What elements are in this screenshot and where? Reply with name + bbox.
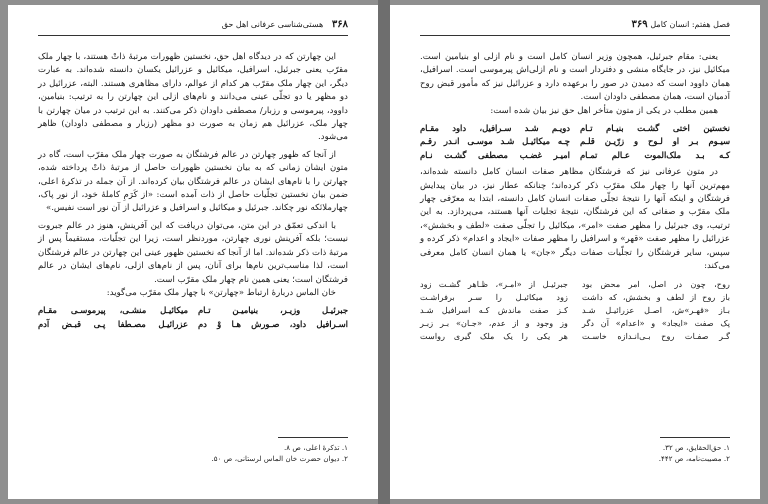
hemistich: دویـم شـد سـرافیل، داود مقـام [420,123,570,134]
verse-block [420,122,730,162]
verse-line [420,149,730,162]
hemistich: نخستین اختی گشـت بنیـام تـام [580,123,730,134]
hemistich: وز وجود و از عدم، «جـان» بـر زبـر [420,317,568,328]
left-running-title: هستی‌شناسی عرفانی اهل حق [221,20,324,29]
right-running-title: فصل هفتم: انسان کامل [650,20,730,29]
paragraph: یعنی: مقام جبرئیل، همچون وزیر انسان کامل است و نام ازلی او بنیامین است. میکائیل نیز، در جایگاه منشی و دفتردار است و نام ازلی‌اش پیرموسی است. اسرافیل، همان داوود است که دمیدن در صور را برعهده دارد و عزرائیل نیز که مأمور قبض روح آدمیان است، همان مصطفی داودان است. [420,52,730,103]
hemistich: کـه بـد ملک‌الموت عـالم تمـام [580,149,730,160]
right-page-number: ۳۶۹ [631,19,648,30]
footnote: ۲. مصیبت‌نامه، ص ۴۴۲. [658,454,730,463]
paragraph: همین مطلب در یکی از متون متأخر اهل حق نیز بیان شده است: [490,105,718,116]
verse-line [38,318,348,331]
right-page-header [420,19,730,36]
verse-column-left [420,278,568,343]
hemistich: جبرئیـل از «امـر»، ظـاهر گشـت زود [420,278,568,289]
left-page-header [38,19,348,36]
hemistich: چـه میکائیـل شـد موسـی انـدر رقـم [420,136,570,147]
verse-column-right [582,278,730,343]
footnote: ۲. دیوان حضرت خان الماس لرستانی، ص ۵۰. [211,454,348,463]
verse-line [420,135,730,148]
paragraph: این چهارتن که در دیدگاه اهل حق، نخستین ظهورات مرتبهٔ ذاتْ هستند، با چهار ملک مقرّب یعنی جبرئیل، اسرافیل، میکائیل و عزرائیل یکسان دانسته شده‌اند. به عبارت دیگر، این چهار ملک مقرّب هر کدام از عوالم، دارای مظاهری هستند. البته، عزرائیل در دو مظهر یا دو تجلّی عینی می‌دانند و نام‌های ازلی این چهارتن را به ترتیب: بنیامین، داوود، پیرموسی و رزبار/ مصطفی داودان ذکر می‌کنند. به این ترتیب در میان چهارتن با چهار ملک، عزرائیل هم زمان به صورت دو مظهر (رزبار و مصطفی داودان) ظاهر می‌شود. [38,52,348,143]
hemistich: سیـوم بـر او لـوح و زرّیـن قلـم [580,136,730,147]
footnote-separator [278,437,348,438]
hemistich: بـاز «قهـر»ش، اصـل عزرائیـل شـد [582,304,730,315]
hemistich: کـز صفت ماندش کـه اسرافیل شـد [420,304,568,315]
hemistich: باز روح از لطف و بخشش، که داشت [582,291,730,302]
right-page-body [420,51,730,343]
footnote: ۱. تذکرهٔ اعلی، ص ۸. [283,443,348,452]
hemistich: زود میکائیـل را سـر برفراشـت [420,291,568,302]
hemistich: روح، چون در اصل، امر محض بود [582,278,730,289]
hemistich: پک صفت «ایجاد» و «اعدام» آن دگر [582,317,730,328]
footnote-separator [660,437,730,438]
right-page [390,5,760,499]
hemistich: هر یکی را یک ملک گیری رواست [420,330,568,341]
verse-block-two-columns [420,278,730,343]
hemistich: امیـر غضـب مصطفی گشـت نـام [420,149,570,160]
left-page-body [38,51,348,335]
footnote: ۱. حق‌الحقایق، ص ۳۲. [662,443,730,452]
left-footnotes [38,442,348,464]
hemistich: میکائیـل منشـی، پیرموسـی مقـام [38,305,188,316]
verse-block [38,304,348,331]
hemistich: عزرائیـل مصـطفا پـی قبـض آدم [38,318,188,329]
book-gutter [378,0,390,504]
hemistich: اسـرافیل داود، صـورش هـا وْ دم [198,318,348,329]
paragraph: در متون عرفانی نیز که فرشتگان مظاهر صفات انسان کامل دانسته شده‌اند، مهم‌ترین آنها را چهار ملک مقرّب ذکر کرده‌اند؛ چنانکه عطار نیز، در بیان پیدایش فرشتگان و اینکه آنها را نتیجهٔ تجلّی صفات انسان کامل دانسته، ابتدا به معرّفی چهار ملک مقرّب و صفاتی که این فرشتگان، نتیجهٔ تجلیات آنها هستند، می‌پردازد. به این ترتیب، وی جبرئیل را مظهر صفت «امر»، میکائیل را تجلّی صفت «لطف و بخشش»، عزرائیل را مظهر صفت «قهر» و اسرافیل را مظهر صفات «ایجاد و اعدام» ذکر کرده و سپس، سایر فرشتگان را تجلّیات صفات دیگر «جان» یا همان انسان کامل معرفی می‌کند: [420,167,730,272]
verse-line [38,304,348,317]
right-footnotes [420,442,730,464]
hemistich: جبرئیـل وزیـر، بنیامیـن تـام [198,305,348,316]
verse-line [420,122,730,135]
paragraph: با اندکی تعمّق در این متن، می‌توان دریافت که این آفرینش، هنوز در عالم جبروت نیست؛ بلکه آفرینش نوری چهارتن، موردنظر است، زیرا این تجلّیات، مستقیماً پس از مرتبهٔ ذات ذکر شده‌اند. اما از آنجا که نخستین ظهور عینی این چهارتن در عالم فرشتگان است، لذا مناسب‌ترین نام‌ها برای آنان، پس از نام‌های ازلی، نام‌های ایشان در عالم فرشتگان است؛ یعنی همین نام چهار ملک مقرّب است. [38,220,348,285]
paragraph: خان الماس دربارهٔ ارتباط «چهارتن» با چهار ملک مقرّب می‌گوید: [106,287,336,298]
left-page-number: ۳۶۸ [331,19,348,30]
left-page [8,5,378,499]
hemistich: گـر صفـات روح بـی‌انـدازه خاسـت [582,330,730,341]
paragraph: از آنجا که ظهور چهارتن در عالم فرشتگان به صورت چهار ملک مقرّب است، گاه در متون ایشان زمانی که به بیان نخستین ظهورات حاصل از مرتبهٔ ذاتْ پرداخته شده، چهارتن را با نام‌های ایشان در عالم فرشتگان بیان کرده‌اند. از آن جمله در تذکرهٔ اعلی، ضمن بیان نخستین تجلّیات حاصل از ذات آمده است: «از کَرَمِ کاملهٔ خود، از نور پاک، چهارملائکه نور چکاند. جبرئیل و میکائیل و اسرافیل و عزرائیل از آن نور است نفیس.» [38,149,348,214]
